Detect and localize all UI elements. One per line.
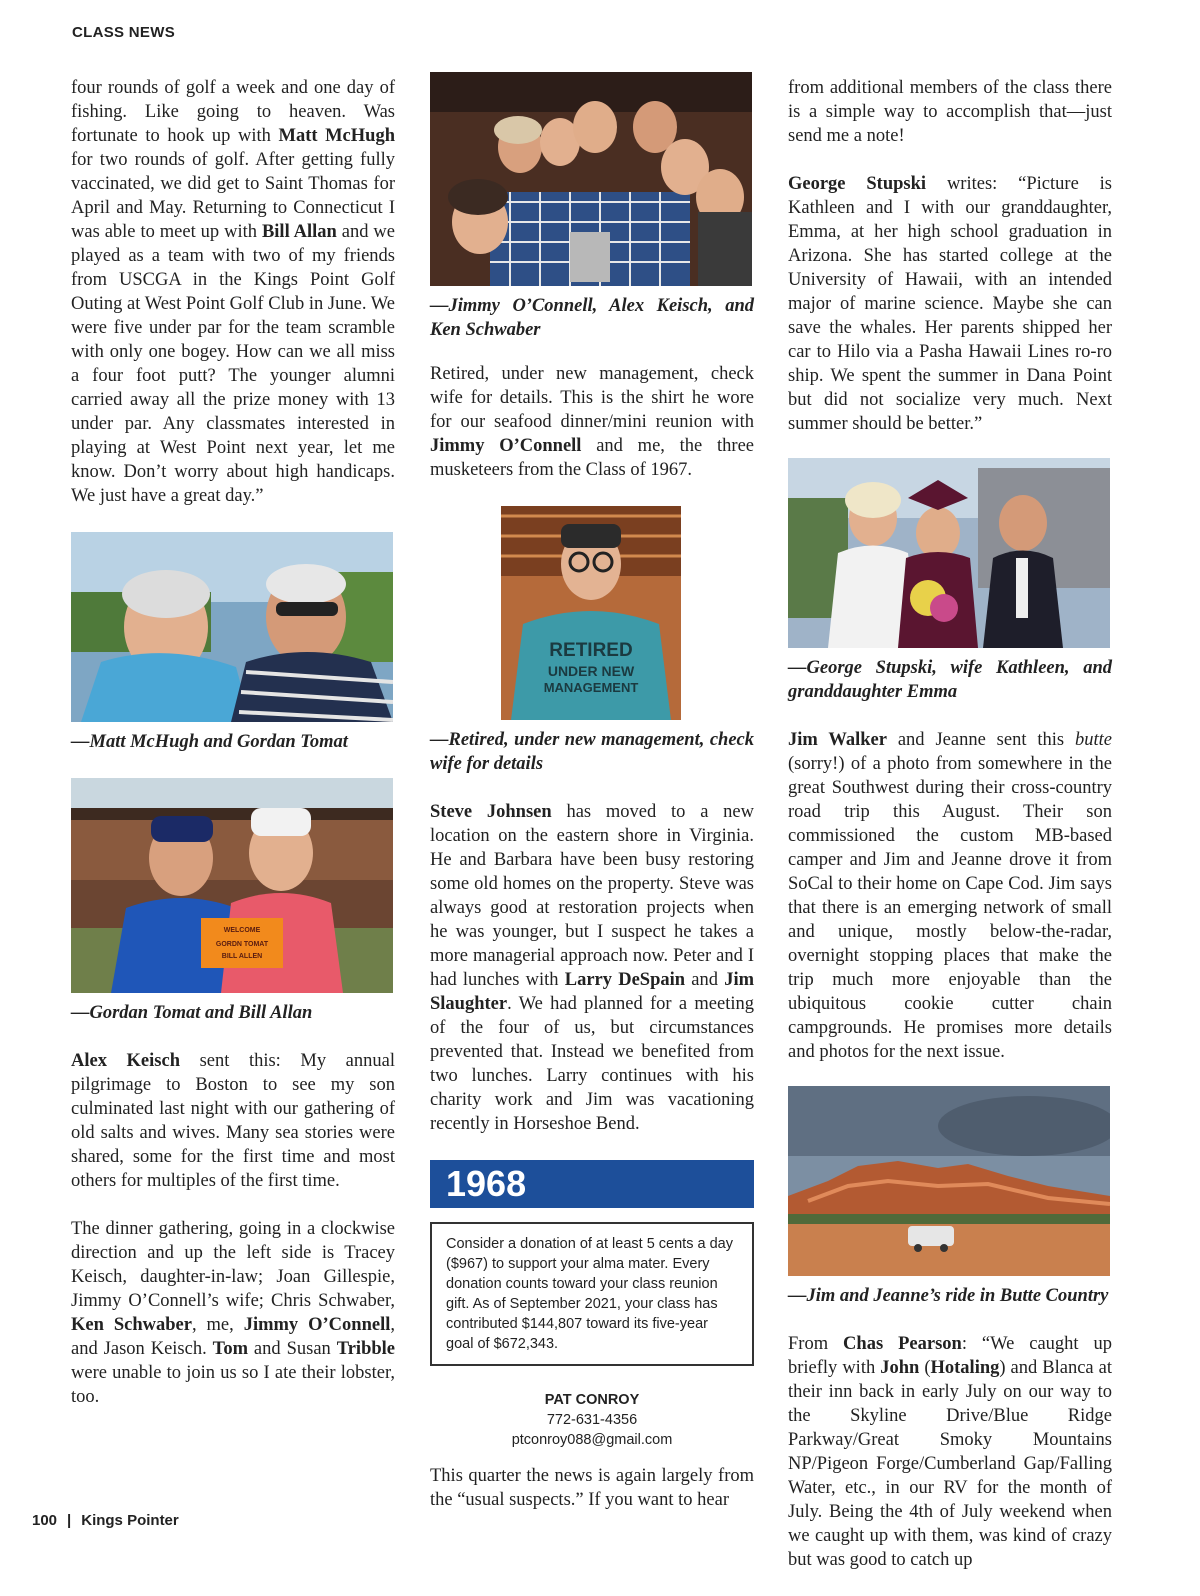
text-run: ) and Blanca at their inn back in early July on our way to the Skyline Drive/Blue Ridge Parkway/Great Smoky Mountains NP/Pigeon Forge/Cumberland Gap/Falling Water, etc., in our RV for the month of July. Being the 4th of July weekend when we caught up with them, was kind of crazy but was good to catch up <box>788 1358 1112 1570</box>
class-contact <box>430 1390 754 1450</box>
contact-phone: 772-631-4356 <box>546 1412 638 1428</box>
text-run: (sorry!) of a photo from somewhere in the great Southwest during their cross-country road trip this August. Their son commissioned the custom MB-based camper and Jim and Jeanne drove it from SoCal to their home on Cape Cod. Jim says that there is an emerging network of small and unique, mostly below-the-radar, overnight stopping places that make the trip much more enjoyable than the ubiquitous cookie cutter chain campgrounds. He promises more details and photos for the next issue. <box>788 754 1112 1062</box>
text-run: and Jeanne sent this <box>886 730 1076 750</box>
text-run: The dinner gathering, going in a clockwise direction and up the left side is Tracey Keisch, daughter-in-law; Joan Gillespie, Jimmy O’Connell’s wife; Chris Schwaber, <box>71 1219 395 1311</box>
italic-text: butte <box>1075 730 1113 750</box>
section-label: CLASS NEWS <box>72 24 176 41</box>
year-banner: 1968 <box>430 1160 754 1208</box>
text-run: and <box>685 970 725 990</box>
paragraph <box>71 1049 395 1193</box>
text-run: Retired, under new management, check wife for details. This is the shirt he wore for our seafood dinner/mini reunion with <box>430 364 754 432</box>
bold-name: Jim Slaughter <box>430 970 755 1014</box>
paragraph <box>788 172 1112 436</box>
photo-caption: —Jim and Jeanne’s ride in Butte Country <box>788 1286 1109 1306</box>
bold-name: Jimmy O’Connell <box>243 1315 391 1335</box>
paragraph: from additional members of the class there is a simple way to accomplish that—just send me a note! <box>788 78 1112 146</box>
photo-caption: —Gordan Tomat and Bill Allan <box>71 1003 313 1023</box>
page-footer <box>32 1512 179 1529</box>
photo-caption: —Retired, under new management, check wife for details <box>430 730 754 774</box>
sign-line: WELCOME <box>223 927 261 934</box>
page-number: 100 <box>32 1512 58 1529</box>
photo-golf-sign-image <box>71 778 393 993</box>
photo-caption: —Jimmy O’Connell, Alex Keisch, and Ken Schwaber <box>430 296 754 340</box>
photo-graduation-image <box>788 458 1110 648</box>
bold-name: John <box>880 1358 920 1378</box>
bold-name: Chas Pearson <box>843 1334 962 1354</box>
donation-box: Consider a donation of at least 5 cents a day ($967) to support your alma mater. Every donation counts toward your class reunion gift. As of September 2021, your class has contributed $144,807 toward its five-year goal of $672,343. <box>430 1222 754 1366</box>
column-3 <box>788 76 1112 1596</box>
column-1 <box>71 76 395 1433</box>
text-run: and Susan <box>247 1339 337 1359</box>
contact-email[interactable]: ptconroy088@gmail.com <box>511 1432 673 1448</box>
text-run: , and Jason Keisch. <box>71 1315 395 1359</box>
text-run: and we played as a team with two of my friends from USCGA in the Kings Point Golf Outing at West Point Golf Club in June. We were five under par for the team scramble with only one bogey. How can we all miss a four foot putt? The younger alumni carried away all the prize money with 13 under par. Any classmates interested in playing at West Point next year, let me know. Don’t worry about high handicaps. We just have a great day.” <box>71 222 395 506</box>
publication-title: Kings Pointer <box>81 1512 179 1529</box>
text-run: : “We caught up briefly with <box>788 1334 1113 1378</box>
paragraph <box>71 76 395 508</box>
paragraph <box>430 800 754 1136</box>
bold-name: Hotaling <box>930 1358 1000 1378</box>
text-run: were unable to join us so I ate their lobster, too. <box>71 1363 395 1407</box>
text-run: From <box>788 1334 844 1354</box>
column-2 <box>430 72 754 1536</box>
text-run: ( <box>919 1358 931 1378</box>
text-run: writes: “Picture is Kathleen and I with our granddaughter, Emma, at her high school graduation in Arizona. She has started college at the University of Hawaii, with an intended major of marine science. Maybe she can save the whales. Her parents shipped her car to Hilo via a Pasha Hawaii Lines ro-ro ship. We spent the summer in Dana Point but did not socialize very much. Next summer should be better.” <box>788 174 1112 434</box>
text-run: four rounds of golf a week and one day of fishing. Like going to heaven. Was fortunate to hook up with <box>71 78 395 146</box>
photo-caption: —George Stupski, wife Kathleen, and granddaughter Emma <box>788 658 1112 702</box>
bold-name: Larry DeSpain <box>564 970 686 990</box>
contact-name: PAT CONROY <box>544 1392 640 1408</box>
bold-name: Matt McHugh <box>278 126 395 146</box>
text-run: for two rounds of golf. After getting fully vaccinated, we did get to Saint Thomas for April and May. Returning to Connecticut I was able to meet up with <box>71 150 395 242</box>
bold-name: Steve Johnsen <box>430 802 552 822</box>
sign-line: GORDN TOMAT <box>215 941 269 948</box>
photo-butte <box>788 1086 1110 1276</box>
paragraph <box>788 1332 1112 1572</box>
shirt-line: UNDER NEW <box>547 663 635 679</box>
bold-name: Tribble <box>336 1339 395 1359</box>
photo-retired-shirt-image <box>501 506 681 720</box>
bold-name: Jim Walker <box>788 730 887 750</box>
bold-name: Ken Schwaber <box>71 1315 192 1335</box>
photo-golf-sign <box>71 778 393 993</box>
sign-line: BILL ALLEN <box>221 953 263 960</box>
bold-name: Alex Keisch <box>71 1051 180 1071</box>
photo-graduation <box>788 458 1110 648</box>
shirt-line: RETIRED <box>549 640 633 661</box>
text-run: and me, the three musketeers from the Class of 1967. <box>430 436 754 480</box>
photo-dinner-group <box>430 72 752 286</box>
bold-name: Jimmy O’Connell <box>430 436 582 456</box>
bold-name: Bill Allan <box>261 222 337 242</box>
footer-separator: | <box>67 1512 72 1529</box>
paragraph <box>430 362 754 482</box>
photo-caption: —Matt McHugh and Gordan Tomat <box>71 732 348 752</box>
bold-name: George Stupski <box>788 174 927 194</box>
photo-retired-shirt <box>501 506 681 720</box>
text-run: . We had planned for a meeting of the four of us, but circumstances prevented that. Instead we benefited from two lunches. Larry continues with his charity work and Jim was vacationing recently in Horseshoe Bend. <box>430 994 754 1134</box>
text-run: has moved to a new location on the eastern shore in Virginia. He and Barbara have been busy restoring some old homes on the property. Steve was always good at restoration projects when he was younger, but I suspect he takes a more managerial approach now. Peter and I had lunches with <box>430 802 755 990</box>
photo-butte-image <box>788 1086 1110 1276</box>
paragraph <box>71 1217 395 1409</box>
text-run: sent this: My annual pilgrimage to Boston to see my son culminated last night with our gathering of old salts and wives. Many sea stories were shared, some for the first time and most others for multiples of the first time. <box>71 1051 395 1191</box>
text-run: , me, <box>191 1315 244 1335</box>
photo-golf-friends-image <box>71 532 393 722</box>
bold-name: Tom <box>212 1339 248 1359</box>
shirt-line: MANAGEMENT <box>543 680 639 695</box>
paragraph <box>788 728 1112 1064</box>
photo-golf-friends <box>71 532 393 722</box>
paragraph: This quarter the news is again largely from the “usual suspects.” If you want to hear <box>430 1466 754 1510</box>
photo-dinner-group-image <box>430 72 752 286</box>
